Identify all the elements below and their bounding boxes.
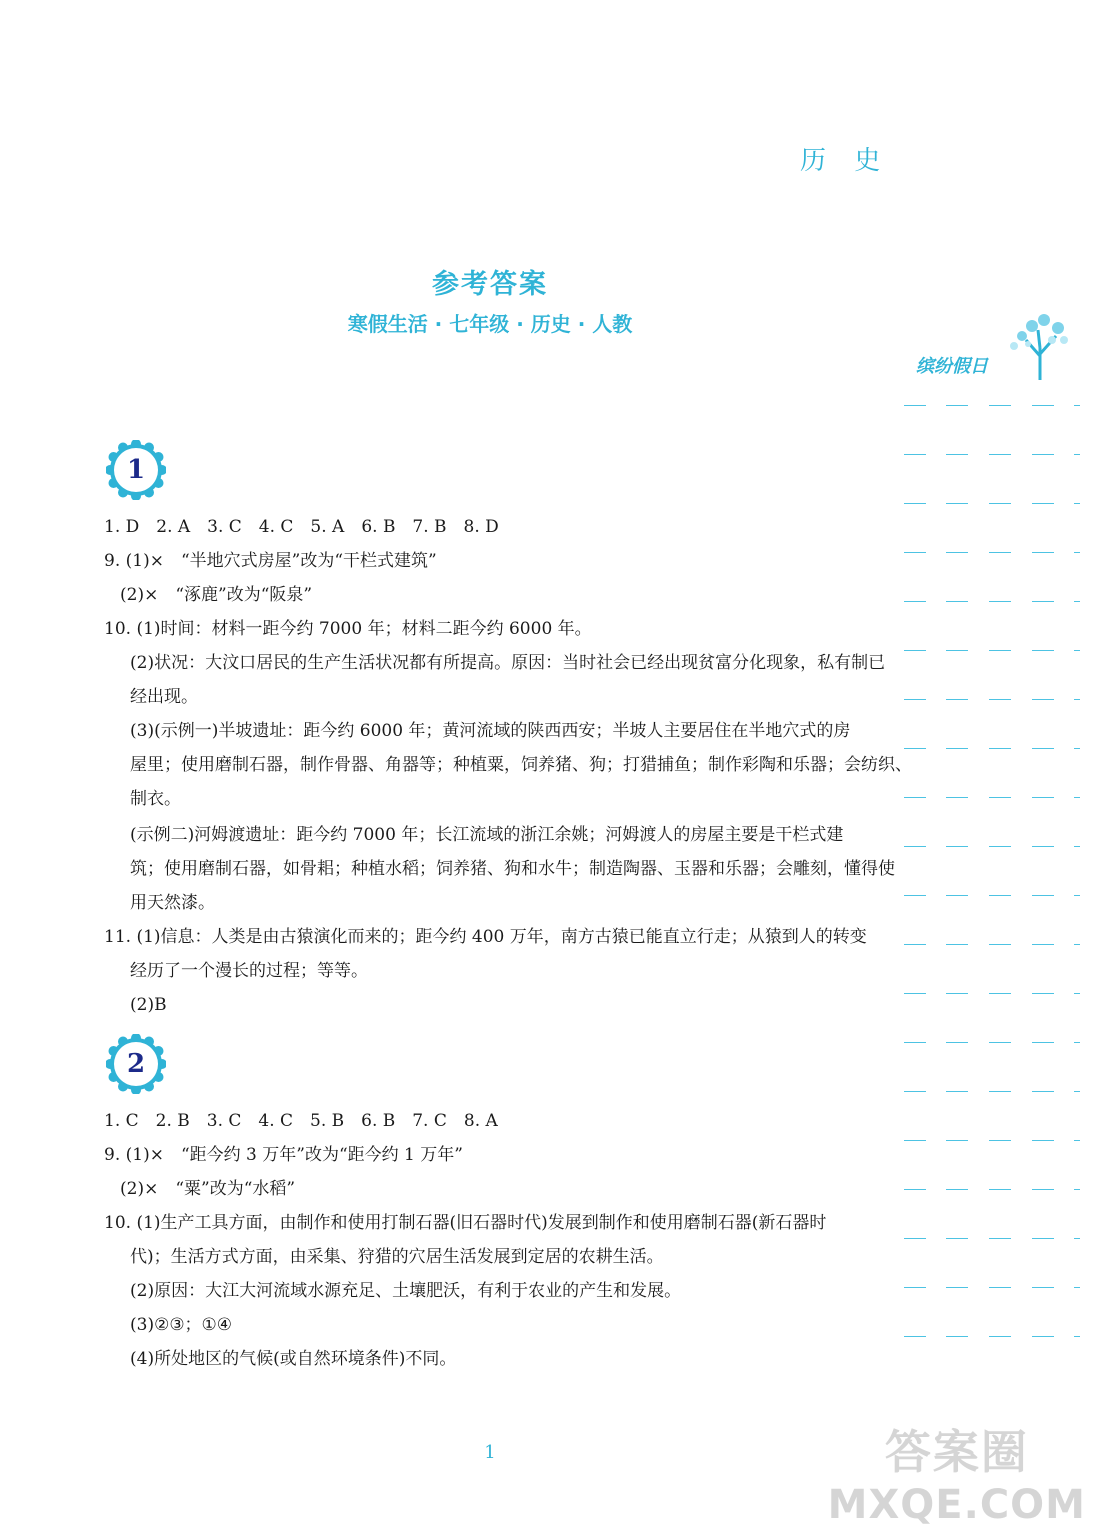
note-dash <box>1032 748 1054 749</box>
note-dash <box>1074 895 1080 896</box>
answer-line: (2)× “粟”改为“水稻” <box>120 1179 296 1199</box>
note-dash <box>1074 1336 1080 1337</box>
note-dash <box>1032 1336 1054 1337</box>
answer-line: (2)× “涿鹿”改为“阪泉” <box>120 585 313 605</box>
note-dash <box>1032 895 1054 896</box>
note-dash <box>946 405 968 406</box>
note-dash <box>1074 993 1080 994</box>
note-dash <box>1032 552 1054 553</box>
note-dash <box>1074 1091 1080 1092</box>
page-number: 1 <box>484 1442 496 1463</box>
note-dash <box>1074 1238 1080 1239</box>
section-1-badge <box>106 440 166 500</box>
note-dash <box>904 552 926 553</box>
note-dash <box>1032 650 1054 651</box>
note-dash <box>989 1091 1011 1092</box>
watermark-domain: MXQE.COM <box>827 1482 1086 1528</box>
note-dash <box>904 944 926 945</box>
note-dash <box>1074 503 1080 504</box>
note-dash <box>989 405 1011 406</box>
note-dash <box>946 846 968 847</box>
watermark-logo <box>828 1416 1086 1528</box>
answer-line: (2)B <box>130 995 167 1015</box>
note-dash <box>904 601 926 602</box>
note-dash <box>1074 748 1080 749</box>
note-dash <box>904 454 926 455</box>
note-dash <box>989 895 1011 896</box>
note-dash <box>989 1238 1011 1239</box>
note-dash <box>946 1042 968 1043</box>
note-dash <box>1074 797 1080 798</box>
note-dash <box>1032 797 1054 798</box>
note-dash <box>1074 699 1080 700</box>
note-dash <box>1074 454 1080 455</box>
note-dash <box>989 1336 1011 1337</box>
note-dash <box>1074 1189 1080 1190</box>
answer-line: 屋里；使用磨制石器，制作骨器、角器等；种植粟，饲养猪、狗；打猎捕鱼；制作彩陶和乐器；会纺织、 <box>130 755 912 775</box>
note-dash <box>946 454 968 455</box>
answer-line: 制衣。 <box>130 789 181 809</box>
note-dash <box>989 846 1011 847</box>
note-dash <box>989 797 1011 798</box>
note-dash <box>1074 601 1080 602</box>
note-dash <box>1032 699 1054 700</box>
note-dash <box>904 405 926 406</box>
note-dash <box>989 552 1011 553</box>
note-dash <box>989 944 1011 945</box>
note-dash <box>904 503 926 504</box>
answer-line: 用天然漆。 <box>130 893 215 913</box>
note-dash <box>989 993 1011 994</box>
answer-line: 代)；生活方式方面，由采集、狩猎的穴居生活发展到定居的农耕生活。 <box>130 1247 664 1267</box>
section-number: 2 <box>126 1049 146 1079</box>
note-dash <box>946 797 968 798</box>
note-dash <box>989 1140 1011 1141</box>
answer-line: (2)原因：大江大河流域水源充足、土壤肥沃，有利于农业的产生和发展。 <box>130 1281 682 1301</box>
note-dash <box>904 1140 926 1141</box>
note-dash <box>1032 1140 1054 1141</box>
answer-line: 经历了一个漫长的过程；等等。 <box>130 961 368 981</box>
note-dash <box>904 846 926 847</box>
note-dash <box>989 1287 1011 1288</box>
section-2-badge <box>106 1034 166 1094</box>
note-dash <box>946 944 968 945</box>
note-dash <box>904 1189 926 1190</box>
note-dash <box>1032 405 1054 406</box>
note-dash <box>946 699 968 700</box>
note-dash <box>1032 1189 1054 1190</box>
note-dash <box>1032 503 1054 504</box>
note-dash <box>1074 1287 1080 1288</box>
answer-line: 9. (1)× “半地穴式房屋”改为“干栏式建筑” <box>104 551 437 571</box>
note-dash <box>904 1238 926 1239</box>
note-dash <box>904 1287 926 1288</box>
note-dash <box>989 650 1011 651</box>
note-dash <box>989 1042 1011 1043</box>
note-dash <box>989 601 1011 602</box>
note-dash <box>1074 846 1080 847</box>
note-dash <box>1074 405 1080 406</box>
note-dash <box>904 650 926 651</box>
subject-label: 历 史 <box>800 146 891 176</box>
note-dash <box>989 699 1011 700</box>
answer-line: 1. C 2. B 3. C 4. C 5. B 6. B 7. C 8. A <box>104 1111 498 1131</box>
answer-line: (4)所处地区的气候(或自然环境条件)不同。 <box>130 1349 457 1369</box>
note-dash <box>946 601 968 602</box>
note-dash <box>1032 1238 1054 1239</box>
page-subtitle: 寒假生活 · 七年级 · 历史 · 人教 <box>347 312 633 336</box>
note-dash <box>946 1189 968 1190</box>
note-dash <box>989 503 1011 504</box>
note-dash <box>904 1042 926 1043</box>
note-dash <box>904 748 926 749</box>
answer-line: 筑；使用磨制石器，如骨耜；种植水稻；饲养猪、狗和水牛；制造陶器、玉器和乐器；会雕刻，懂得使 <box>130 859 895 879</box>
note-dash <box>904 797 926 798</box>
note-dash <box>1074 650 1080 651</box>
note-dash <box>1032 944 1054 945</box>
note-dash <box>946 895 968 896</box>
note-dash <box>904 1091 926 1092</box>
note-dash <box>946 1091 968 1092</box>
note-dash <box>1074 1140 1080 1141</box>
note-dash <box>946 993 968 994</box>
note-dash <box>989 748 1011 749</box>
brand-label: 缤纷假日 <box>916 356 988 377</box>
note-dash <box>946 650 968 651</box>
note-dash <box>904 699 926 700</box>
note-dash <box>904 1336 926 1337</box>
note-dash <box>1032 993 1054 994</box>
note-dash <box>946 1238 968 1239</box>
note-dash <box>1032 1091 1054 1092</box>
note-dash <box>1074 552 1080 553</box>
note-dash <box>946 748 968 749</box>
answer-line: 经出现。 <box>130 687 198 707</box>
note-dash <box>989 454 1011 455</box>
note-dash <box>1074 944 1080 945</box>
note-dash <box>1032 1042 1054 1043</box>
note-dash <box>946 552 968 553</box>
note-dash <box>1032 601 1054 602</box>
note-dash <box>904 993 926 994</box>
note-dash <box>946 503 968 504</box>
watermark-text: 答案圈 <box>884 1425 1029 1479</box>
tree-logo-icon <box>1000 310 1080 382</box>
answer-line: 1. D 2. A 3. C 4. C 5. A 6. B 7. B 8. D <box>104 517 499 537</box>
answer-line: (3)(示例一)半坡遗址：距今约 6000 年；黄河流域的陕西西安；半坡人主要居住在半地穴式的房 <box>130 721 851 741</box>
note-dash <box>946 1140 968 1141</box>
note-dash <box>946 1336 968 1337</box>
page-title: 参考答案 <box>432 269 548 300</box>
note-dash <box>904 895 926 896</box>
note-dash <box>1074 1042 1080 1043</box>
note-dash <box>1032 1287 1054 1288</box>
answer-line: (示例二)河姆渡遗址：距今约 7000 年；长江流域的浙江余姚；河姆渡人的房屋主要是干栏式建 <box>130 825 844 845</box>
note-dash <box>989 1189 1011 1190</box>
answer-line: (2)状况：大汶口居民的生产生活状况都有所提高。原因：当时社会已经出现贫富分化现象，私有制已 <box>130 653 886 673</box>
note-dash <box>1032 846 1054 847</box>
answer-line: 10. (1)生产工具方面，由制作和使用打制石器(旧石器时代)发展到制作和使用磨制石器(新石器时 <box>104 1213 827 1233</box>
note-dash <box>946 1287 968 1288</box>
section-number: 1 <box>126 455 146 485</box>
note-dash <box>1032 454 1054 455</box>
answer-line: 11. (1)信息：人类是由古猿演化而来的；距今约 400 万年，南方古猿已能直立行走；从猿到人的转变 <box>104 927 867 947</box>
answer-line: (3)②③；①④ <box>130 1315 233 1335</box>
answer-line: 9. (1)× “距今约 3 万年”改为“距今约 1 万年” <box>104 1145 463 1165</box>
answer-line: 10. (1)时间：材料一距今约 7000 年；材料二距今约 6000 年。 <box>104 619 592 639</box>
